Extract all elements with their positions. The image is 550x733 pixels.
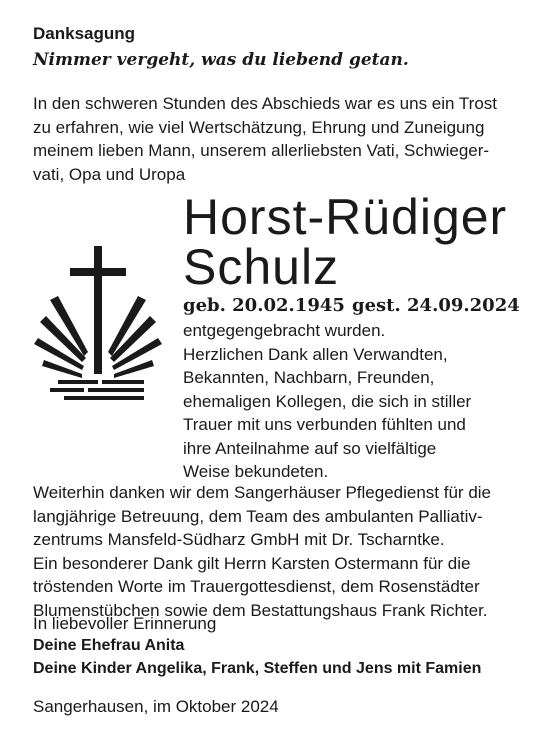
- intro-line: zu erfahren, wie viel Wertschätzung, Ehrung und Zuneigung: [33, 117, 485, 137]
- deceased-last-name: Schulz: [183, 239, 340, 295]
- thanks-line: Bekannten, Nachbarn, Freunden,: [183, 368, 435, 387]
- further-line: langjährige Betreuung, dem Team des ambulanten Palliativ-: [33, 506, 483, 526]
- further-line: tröstenden Worte im Trauergottesdienst, dem Rosenstädter: [33, 577, 480, 596]
- intro-line: In den schweren Stunden des Abschieds war es uns ein Trost: [33, 94, 497, 113]
- notice-title: Danksagung: [33, 24, 136, 43]
- deceased-first-name: Horst-Rüdiger: [183, 189, 508, 245]
- signature-children: Deine Kinder Angelika, Frank, Steffen und Jens mit Famien: [33, 660, 482, 677]
- thanks-line: ehemaligen Kollegen, die sich in stiller: [183, 391, 472, 411]
- cross-sunrise-icon: [28, 244, 173, 409]
- signature-spouse: Deine Ehefrau Anita: [33, 637, 185, 654]
- thanks-line: ihre Anteilnahme auf so vielfältige: [183, 438, 437, 458]
- intro-line: meinem lieben Mann, unserem allerliebsten Vati, Schwieger-: [33, 141, 490, 160]
- motto: Nimmer vergeht, was du liebend getan.: [33, 50, 409, 70]
- intro-line: vati, Opa und Uropa: [33, 164, 186, 184]
- death-date: gest. 24.09.2024: [352, 295, 520, 316]
- closing-line: In liebevoller Erinnerung: [33, 614, 217, 633]
- place-date: Sangerhausen, im Oktober 2024: [33, 697, 279, 716]
- further-line: Weiterhin danken wir dem Sangerhäuser Pflegedienst für die: [33, 483, 492, 502]
- further-thanks-paragraph: [33, 481, 491, 622]
- further-line: Ein besonderer Dank gilt Herrn Karsten Ostermann für die: [33, 553, 471, 573]
- thanks-line: Herzlichen Dank allen Verwandten,: [183, 344, 448, 364]
- thanks-paragraph: [183, 319, 471, 484]
- further-line: zentrums Mansfeld-Südharz GmbH mit Dr. Tscharntke.: [33, 530, 445, 549]
- birth-date: geb. 20.02.1945: [183, 295, 345, 316]
- thanks-line: entgegengebracht wurden.: [183, 321, 386, 340]
- further-line: Blumenstübchen sowie dem Bestattungshaus Frank Richter.: [33, 600, 488, 620]
- thanks-line: Weise bekundeten.: [183, 462, 329, 481]
- closing-paragraph: [33, 612, 216, 636]
- thanks-line: Trauer mit uns verbunden fühlten und: [183, 415, 466, 434]
- intro-paragraph: [33, 92, 497, 186]
